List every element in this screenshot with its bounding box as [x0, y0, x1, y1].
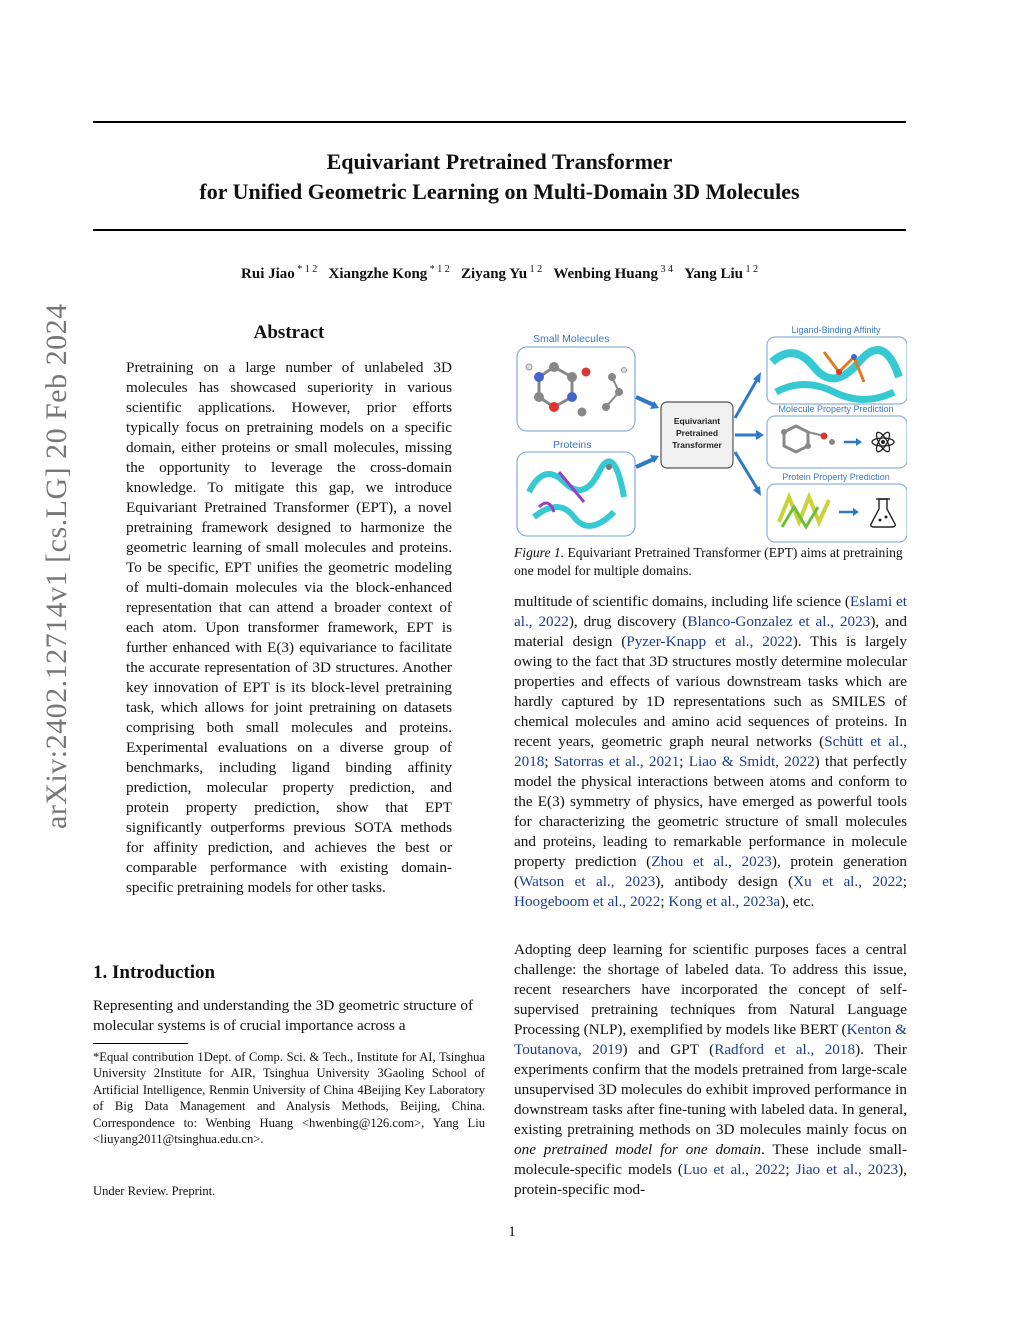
label-protein-property: Protein Property Prediction — [782, 472, 890, 482]
title-bottom-rule — [93, 229, 906, 231]
footnote: *Equal contribution 1Dept. of Comp. Sci. & Tech., Institute for AI, Tsinghua University 2Institute for AIR, Tsinghua University 3Gaoling School of Artificial Intelligence, Renmin University of China 4Beijing Key Laboratory of Big Data Management and Analysis Methods, Beijing, China. Correspondence to: Wenbing Huang <hwenbing@126.com>, Yang Liu <liuyang2011@tsinghua.edu.cn>. — [93, 1050, 485, 1147]
figure-1-caption — [514, 544, 907, 580]
paragraph-text: Adopting deep learning for scientific purposes faces a central challenge: the shortage of labeled data. To address this issue, recent researchers have incorporated the concept of self-supervised pretraining techniques from Natural Language Processing (NLP), exemplified by models like BERT ( — [514, 941, 907, 1038]
paragraph-text: ), protein generation ( — [514, 853, 907, 890]
label-molecule-property: Molecule Property Prediction — [778, 404, 894, 414]
label-ligand-binding: Ligand-Binding Affinity — [791, 325, 881, 335]
label-small-molecules: Small Molecules — [533, 333, 610, 345]
title-line-2: for Unified Geometric Learning on Multi-Domain 3D Molecules — [199, 179, 800, 204]
footnote-rule — [93, 1043, 188, 1044]
paragraph-text: ), etc. — [780, 893, 815, 910]
paragraph-text: ), drug discovery ( — [568, 613, 688, 630]
paragraph-text: ; — [902, 873, 907, 890]
page-number: 1 — [508, 1224, 516, 1240]
molecule-property-panel — [767, 416, 907, 468]
paragraph-text: ; — [785, 1161, 796, 1178]
citation-link[interactable]: Jiao et al., 2023 — [795, 1161, 899, 1178]
paragraph-text: ), antibody design ( — [655, 873, 794, 890]
ept-label-line-3: Transformer — [672, 440, 722, 450]
paragraph-text: ), and material design ( — [514, 613, 907, 650]
title-line-1: Equivariant Pretrained Transformer — [326, 149, 673, 174]
paragraph-text: ), protein-specific mod- — [514, 1161, 908, 1198]
arxiv-identifier: arXiv:2402.12714v1 [cs.LG] 20 Feb 2024 — [40, 303, 73, 829]
arrow-to-task-1 — [735, 378, 758, 418]
caption-label: Figure 1. — [514, 545, 565, 560]
author-name: Wenbing Huang — [553, 266, 658, 282]
author-affiliation: 3 4 — [657, 264, 673, 275]
paragraph-text: ) and GPT ( — [622, 1041, 715, 1058]
section-heading-introduction: 1. Introduction — [93, 962, 216, 983]
citation-link[interactable]: Satorras et al., 2021 — [553, 753, 680, 770]
figure-1 — [514, 322, 907, 544]
citation-link[interactable]: Hoogeboom et al., 2022 — [514, 893, 661, 910]
intro-paragraph: Representing and understanding the 3D geometric structure of molecular systems is of crucial importance across a — [93, 997, 473, 1034]
ept-label-line-1: Equivariant — [673, 416, 721, 426]
paragraph-text: one pretrained model for one domain — [514, 1141, 762, 1158]
citation-link[interactable]: Pyzer-Knapp et al., 2022 — [626, 633, 793, 650]
citation-link[interactable]: Watson et al., 2023 — [519, 873, 656, 890]
paragraph-text: ). Their experiments confirm that the models pretrained from large-scale unsupervised 3D molecules do exhibit improved performance in downstream tasks after fine-tuning with labeled data. In general, existing pretraining methods on 3D molecules mainly focus on — [514, 1041, 907, 1138]
caption-text: Equivariant Pretrained Transformer (EPT) aims at pretraining one model for multiple domains. — [514, 545, 903, 578]
author-list — [93, 264, 906, 283]
paragraph-text: . These include small-molecule-specific models ( — [514, 1141, 908, 1178]
protein-property-panel — [767, 484, 907, 542]
citation-link[interactable]: Radford et al., 2018 — [714, 1041, 856, 1058]
abstract-body: Pretraining on a large number of unlabeled 3D molecules has showcased superiority in various scientific applications. However, prior efforts typically focus on pretraining models on a specific domain, either proteins or small molecules, missing the opportunity to leverage the cross-domain knowledge. To mitigate this gap, we introduce Equivariant Pretrained Transformer (EPT), a novel pretraining framework designed to harmonize the geometric learning of small molecules and proteins. To be specific, EPT unifies the geometric modeling of multi-domain molecules via the block-enhanced representation that can attend a broader context of each atom. Upon transformer framework, EPT is further enhanced with E(3) equivariance to facilitate the accurate representation of 3D structures. Another key innovation of EPT is its block-level pretraining task, which allows for joint pretraining on datasets comprising both small molecules and proteins. Experimental evaluations on a diverse group of benchmarks, including ligand binding affinity prediction, molecular property prediction, and protein property prediction, show that EPT significantly outperforms previous SOTA methods for affinity prediction, and achieves the best or comparable performance with existing domain-specific pretraining models for other tasks. — [126, 359, 452, 896]
ept-label-line-2: Pretrained — [675, 428, 719, 438]
author-affiliation: 1 2 — [742, 264, 758, 275]
citation-link[interactable]: Schütt et al., 2018 — [514, 733, 907, 770]
arrow-to-task-3 — [735, 452, 758, 490]
author-name: Rui Jiao — [241, 266, 295, 282]
abstract-heading: Abstract — [253, 322, 325, 343]
author-affiliation: * 1 2 — [294, 264, 318, 275]
citation-link[interactable]: Kenton & Toutanova, 2019 — [514, 1021, 907, 1058]
citation-link[interactable]: Liao & Smidt, 2022 — [688, 753, 815, 770]
author-affiliation: 1 2 — [527, 264, 543, 275]
paragraph-text: ; — [679, 753, 689, 770]
citation-link[interactable]: Eslami et al., 2022 — [514, 593, 907, 630]
paragraph-text: ; — [544, 753, 554, 770]
author-name: Yang Liu — [684, 266, 743, 282]
citation-link[interactable]: Zhou et al., 2023 — [651, 853, 772, 870]
paper-title — [93, 147, 906, 207]
paragraph-text: ; — [660, 893, 669, 910]
paragraph-text: multitude of scientific domains, including life science ( — [514, 593, 850, 610]
paragraph-text: ). This is largely owing to the fact that 3D structures mostly determine molecular properties and effects of various downstream tasks which are hardly captured by 1D representations such as SMILES of chemical molecules and amino acid sequences of proteins. In recent years, geometric graph neural networks ( — [514, 633, 907, 750]
right-paragraph-1 — [514, 592, 907, 912]
review-note: Under Review. Preprint. — [93, 1184, 216, 1198]
right-paragraph-2 — [514, 940, 907, 1200]
citation-link[interactable]: Kong et al., 2023a — [668, 893, 781, 910]
author-affiliation: * 1 2 — [427, 264, 450, 275]
citation-link[interactable]: Xu et al., 2022 — [793, 873, 903, 890]
citation-link[interactable]: Luo et al., 2022 — [682, 1161, 786, 1178]
citation-link[interactable]: Blanco-Gonzalez et al., 2023 — [687, 613, 871, 630]
figure-1-diagram — [514, 322, 907, 544]
author-name: Xiangzhe Kong — [328, 266, 428, 282]
title-top-rule — [93, 121, 906, 123]
paragraph-text: ) that perfectly model the physical interactions between atoms and conform to the E(3) symmetry of physics, have emerged as powerful tools for characterizing the geometric structure of small molecules and proteins, leading to remarkable performance in molecule property prediction ( — [514, 753, 907, 870]
label-proteins: Proteins — [553, 439, 592, 451]
author-name: Ziyang Yu — [461, 266, 528, 282]
